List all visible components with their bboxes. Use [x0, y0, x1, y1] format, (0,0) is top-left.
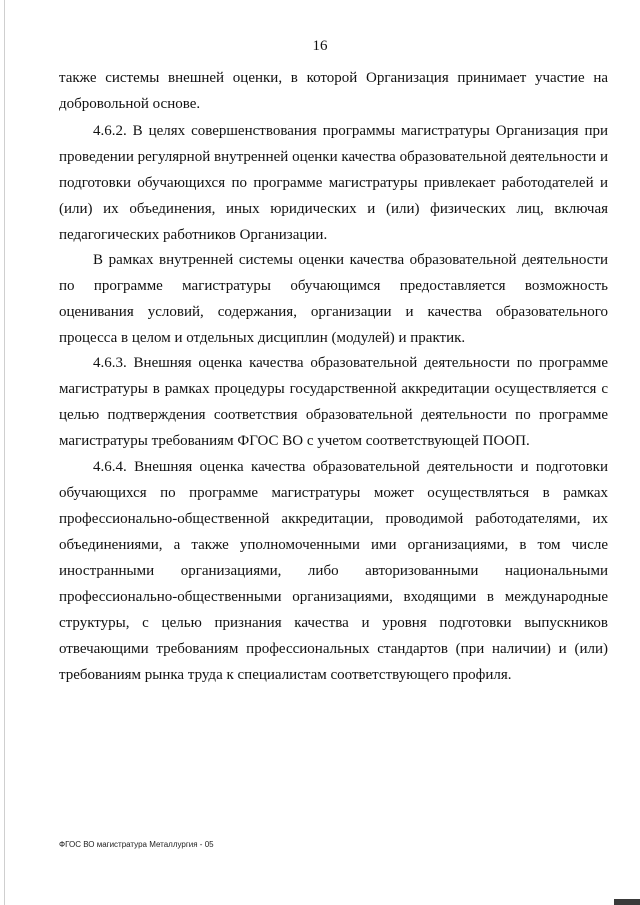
document-footer: ФГОС ВО магистратура Металлургия - 05 [59, 840, 214, 849]
paragraph-4-6-4: 4.6.4. Внешняя оценка качества образовательной деятельности и подготовки обучающихся по программе магистратуры может осуществляться в рамках профессионально-общественной аккредитации, проводимой работодателями, их объединениями, а также уполномоченными ими организациями, в том числе иностранными организациями, либо авторизованными национальными профессионально-общественными организациями, входящими в международные структуры, с целью признания качества и уровня подготовки выпускников отвечающими требованиям профессиональных стандартов (при наличии) и (или) требованиям рынка труда к специалистам соответствующего профиля. [59, 459, 608, 683]
page-corner-mark [614, 899, 640, 905]
paragraph-internal-assessment: В рамках внутренней системы оценки качества образовательной деятельности по программе магистратуры обучающимся предоставляется возможность оценивания условий, содержания, организации и качества образовательного процесса в целом и отдельных дисциплин (модулей) и практик. [59, 252, 608, 346]
paragraph-4-6-3: 4.6.3. Внешняя оценка качества образовательной деятельности по программе магистратуры в рамках процедуры государственной аккредитации осуществляется с целью подтверждения соответствия образовательной деятельности по программе магистратуры требованиям ФГОС ВО с учетом соответствующей ПООП. [59, 355, 608, 449]
page-number: 16 [312, 38, 328, 54]
paragraph-continuation: также системы внешней оценки, в которой Организация принимает участие на добровольной основе. [59, 70, 608, 112]
page-edge [4, 0, 5, 905]
paragraph-4-6-2: 4.6.2. В целях совершенствования программы магистратуры Организация при проведении регулярной внутренней оценки качества образовательной деятельности и подготовки обучающихся по программе магистратуры привлекает работодателей и (или) их объединения, иных юридических и (или) физических лиц, включая педагогических работников Организации. [59, 123, 608, 243]
